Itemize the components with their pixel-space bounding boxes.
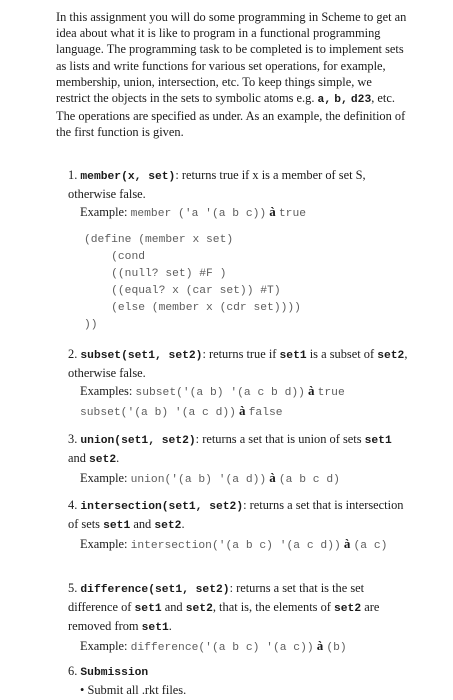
union-example-result: (a b c d) [278,474,340,486]
intro-tail: , etc. The operations are specified as under. As an example, the definition of the first function is given. [56,91,406,140]
subset-signature: subset(set1, set2) [80,350,203,362]
subset-number: 2. [68,347,78,361]
member-heading [68,167,408,203]
difference-desc-b: , that is, the elements of [212,600,334,614]
item-subset [68,346,408,422]
intersection-example-label: Example: [80,537,128,551]
member-signature: member(x, set) [80,171,176,183]
union-number: 3. [68,432,78,446]
subset-example2-result: false [248,407,283,419]
subset-example-2 [68,402,408,422]
union-arrow: à [269,470,276,485]
union-heading [68,431,408,469]
intersection-example-code: intersection('(a b c) '(a c d)) [130,540,341,552]
code-line: (cond [84,251,146,263]
member-example-label: Example: [80,205,128,219]
subset-desc-c: , otherwise false. [68,347,408,380]
submission-bullet-text: Submit all .rkt files. [87,683,187,697]
code-line: ((equal? x (car set)) #T) [84,285,281,297]
union-set2: set2 [89,454,117,466]
submission-title: Submission [80,667,149,679]
subset-set1: set1 [279,350,307,362]
member-example-code: member ('a '(a b c)) [130,208,267,220]
member-desc: : returns true if x is a member of set S, otherwise false. [68,168,366,201]
submission-number: 6. [68,664,78,678]
intersection-heading [68,497,408,535]
subset-desc-b: is a subset of [306,347,378,361]
difference-example-label: Example: [80,639,128,653]
intersection-example-result: (a c) [353,540,388,552]
subset-example1-code: subset('(a b) '(a c b d)) [135,387,305,399]
intro-paragraph [56,9,408,141]
difference-set1b: set1 [141,622,169,634]
subset-heading [68,346,408,382]
member-number: 1. [68,168,78,182]
intersection-arrow: à [343,536,351,551]
difference-set2: set2 [185,603,213,615]
intersection-period: . [181,517,185,531]
intersection-and: and [130,517,155,531]
item-member [68,167,408,223]
difference-example-code: difference('(a b c) '(a c)) [130,642,314,654]
difference-period: . [168,619,172,633]
member-arrow: à [269,204,276,219]
submission-bullet-item [68,682,408,699]
intersection-number: 4. [68,498,78,512]
atom-a: a, [317,94,332,107]
subset-arrow-2: à [239,403,246,418]
difference-number: 5. [68,581,78,595]
item-submission [68,663,408,699]
member-example [68,203,408,223]
subset-example1-result: true [317,387,345,399]
union-set1: set1 [364,435,392,447]
subset-example-1 [68,382,408,402]
intersection-example [68,535,408,555]
difference-set2b: set2 [333,603,362,615]
union-example-code: union('(a b) '(a d)) [130,474,267,486]
submission-heading [68,663,408,682]
atom-b: b, [334,94,348,107]
atom-d23: d23 [350,94,372,107]
difference-heading [68,580,408,637]
code-line: ((null? set) #F ) [84,268,227,280]
union-signature: union(set1, set2) [80,435,196,447]
item-difference [68,580,408,657]
subset-arrow-1: à [308,383,315,398]
code-line: (else (member x (cdr set)))) [84,302,301,314]
union-desc: : returns a set that is union of sets [195,432,365,446]
subset-desc-a: : returns true if [202,347,280,361]
intersection-set2: set2 [154,520,182,532]
code-line: )) [84,319,98,331]
code-line: (define (member x set) [84,234,234,246]
difference-set1: set1 [134,603,162,615]
difference-example-result: (b) [326,642,347,654]
intersection-desc: : returns a set that is intersection of sets [68,498,404,531]
item-union [68,431,408,489]
union-period: . [116,451,120,465]
bullet-icon: • [80,683,85,697]
difference-signature: difference(set1, set2) [80,584,230,596]
member-code-block [84,232,301,334]
item-intersection [68,497,408,555]
union-example-label: Example: [80,471,128,485]
intersection-signature: intersection(set1, set2) [80,501,244,513]
difference-and: and [161,600,186,614]
difference-desc-a: : returns a set that is the set difference of [68,581,365,614]
difference-desc-c: are removed from [68,600,380,633]
member-example-result: true [278,208,307,220]
subset-example-label: Examples: [80,384,133,398]
intro-text: In this assignment you will do some programming in Scheme to get an idea about what it is like to program in a functional programming language. The programming task to be completed is to implement sets as lists and write functions for various set operations, for example, membership, union, intersection, etc. To keep things simple, we restrict the objects in the sets to symbolic atoms e.g. [56,10,407,106]
subset-example2-code: subset('(a b) '(a c d)) [80,407,236,419]
union-example [68,469,408,489]
union-and: and [68,451,89,465]
difference-example [68,637,408,657]
subset-set2: set2 [377,350,405,362]
difference-arrow: à [316,638,324,653]
intersection-set1: set1 [103,520,131,532]
